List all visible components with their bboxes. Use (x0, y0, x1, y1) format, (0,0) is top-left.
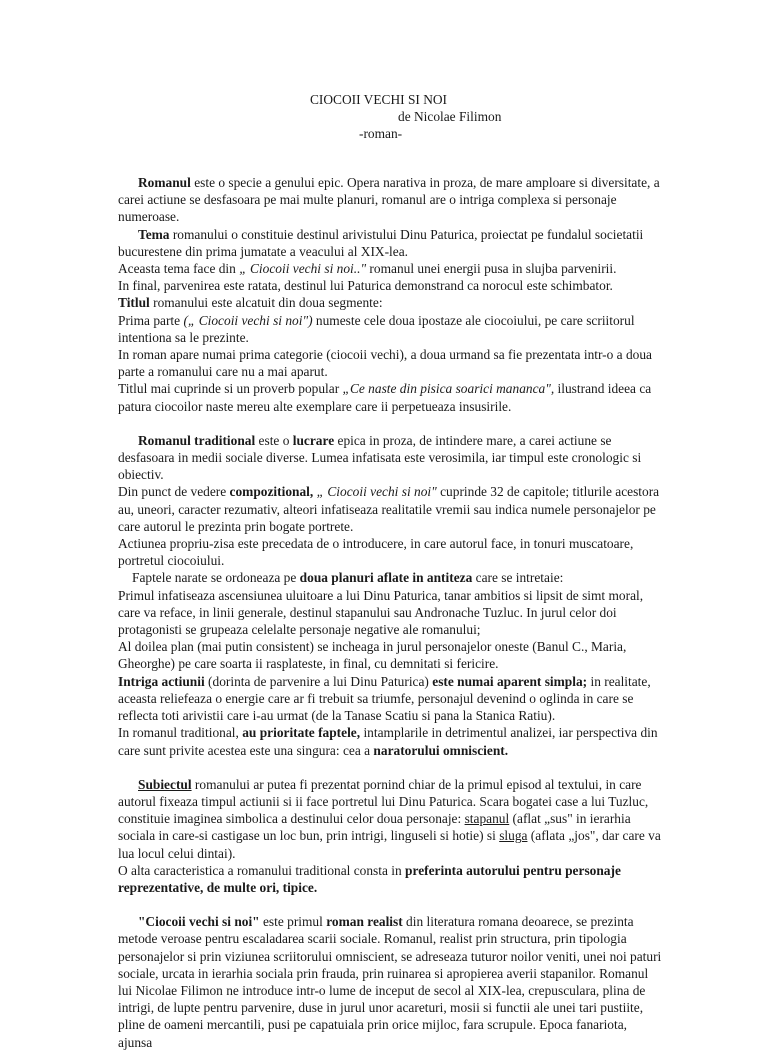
text-run: romanului este alcatuit din doua segmente: (149, 295, 383, 311)
bold-text: este numai aparent simpla; (432, 673, 588, 689)
bold-text: "Ciocoii vechi si noi" (138, 914, 260, 930)
bold-text: Tema (138, 226, 170, 242)
text-run: este o (255, 432, 293, 448)
paragraph (118, 346, 663, 380)
text-run: Titlul mai cuprinde si un proverb popular (118, 381, 343, 397)
document-body (118, 174, 663, 1051)
bold-text: naratorului omniscient. (373, 742, 509, 758)
text-run: Al doilea plan (mai putin consistent) se incheaga in jurul personajelor oneste (Banul C., Maria, Gheorghe) pe care soarta ii rasplateste, in final, cu demnitati si fericire. (118, 639, 627, 672)
bold-text: Romanul traditional (138, 432, 256, 448)
text-run: romanului ar putea fi prezentat pornind chiar de la primul episod al textului, in care autorul fixeaza timpul actiunii si ii face portretul lui Dinu Paturica. Scara bogatei case a lui Tuzluc, constituie imaginea simbolica a destinului celor doua personaje: (118, 776, 649, 827)
text-run: In romanul traditional, (118, 725, 243, 741)
paragraph-gap (118, 896, 663, 913)
text-run: Actiunea propriu-zisa este precedata de o introducere, in care autorul face, in tonuri muscatoare, portretul ciocoiului. (118, 536, 634, 569)
paragraph (118, 862, 663, 896)
text-run: epica in proza, de intindere mare, a carei actiune se desfasoara in medii sociale diverse. Lumea infatisata este verosimila, iar timpul este cronologic si obiectiv. (118, 432, 642, 483)
text-run: din literatura romana deoarece, se prezinta metode veroase pentru escaladarea scarii sociale. Romanul, realist prin structura, prin tipologia personajelor si prin viziunea scriitorului omniscient, se adreseaza tuturor noilor veniti, unei noi paturi sociale, urcata in ierarhia sociala prin frauda, prin ruinarea si apropierea averii stapanilor. Romanul lui Nicolae Filimon ne introduce intr-o lume de inceput de secol al XIX-lea, crepusculara, plina de intrigi, de lupte pentru parvenire, duse in jurul unor acareturi, mosii si functii ale unei tari pustiite, pline de oameni mercantili, pusi pe capatuiala prin orice mijloc, fara scrupule. Epoca fanariota, ajunsa (118, 914, 662, 1050)
italic-text: „Ce naste din pisica soarici mananca", (342, 381, 555, 397)
paragraph (118, 776, 663, 862)
bold-text: preferinta autorului pentru personaje reprezentative, de multe ori, tipice. (118, 862, 621, 895)
paragraph (118, 174, 663, 226)
text-run: stapanul (464, 811, 510, 827)
bold-text: compozitional, (229, 484, 314, 500)
paragraph (118, 569, 663, 586)
text-run: care se intretaie: (472, 570, 564, 586)
paragraph (118, 226, 663, 260)
text-run: intamplarile in detrimentul analizei, iar perspectiva din care sunt privite acestea este una singura: cea a (118, 725, 658, 758)
text-run: (aflat „sus" in ierarhia sociala in care-si castigase un loc bun, prin intrigi, linguseli si hotie) si (118, 811, 631, 844)
text-run: (aflata „jos", dar care va lua locul celui dintai). (118, 828, 661, 861)
text-run: In final, parvenirea este ratata, destinul lui Paturica demonstrand ca norocul este schimbator. (118, 278, 613, 294)
text-run: Aceasta tema face din (118, 261, 240, 277)
text-run: sluga (499, 828, 528, 844)
paragraph (118, 673, 663, 725)
text-run: in realitate, aceasta reliefeaza o energie care ar fi trebuit sa triumfe, personajul devenind o oglinda in care se reflecta toti arivistii care i-au urmat (de la Tanase Scatiu si pana la Stanica Ratiu). (118, 673, 651, 724)
text-run: Faptele narate se ordoneaza pe (132, 570, 300, 586)
paragraph (118, 587, 663, 639)
document-title: CIOCOII VECHI SI NOI (310, 92, 447, 107)
text-run: Prima parte (118, 312, 184, 328)
text-run: romanului o constituie destinul arivistului Dinu Paturica, proiectat pe fundalul societatii bucurestene din prima jumatate a veacului al XIX-lea. (118, 226, 644, 259)
bold-text: Titlul (118, 295, 150, 311)
text-run: Primul infatiseaza ascensiunea uluitoare a lui Dinu Paturica, tanar ambitios si lipsit de simt moral, care va reface, in linii generale, destinul stapanului sau Andronache Tuzluc. In jurul celor doi protagonisti se grupeaza celelalte personaje negative ale romanului; (118, 587, 644, 638)
text-run: romanul unei energii pusa in slujba parvenirii. (366, 261, 617, 277)
text-run: (dorinta de parvenire a lui Dinu Paturica) (204, 673, 433, 689)
paragraph (118, 724, 663, 758)
genre-line: -roman- (359, 126, 403, 141)
paragraph (118, 432, 663, 484)
bold-text: lucrare (292, 432, 335, 448)
bold-text: au prioritate faptele, (242, 725, 361, 741)
paragraph (118, 913, 663, 1051)
text-run: este o specie a genului epic. Opera narativa in proza, de mare amploare si diversitate, a carei actiune se desfasoara pe mai multe planuri, romanul are o intriga complexa si personaje numeroase. (118, 175, 660, 225)
italic-text: („ Ciocoii vechi si noi") (183, 312, 313, 328)
paragraph (118, 294, 663, 311)
paragraph (118, 483, 663, 535)
paragraph (118, 312, 663, 346)
text-run: cuprinde 32 de capitole; titlurile acestora au, uneori, caracter rezumativ, alteori infatiseaza realitatile vremii sau indica numele personajelor pe care autorul le prezinta prin bogate portrete. (118, 484, 660, 534)
text-run: O alta caracteristica a romanului traditional consta in (118, 862, 406, 878)
bold-text: Romanul (138, 175, 191, 190)
paragraph (118, 277, 663, 294)
text-run: In roman apare numai prima categorie (ciocoii vechi), a doua urmand sa fie prezentata intr-o a doua parte a romanului care nu a mai aparut. (118, 347, 652, 380)
italic-text: „ Ciocoii vechi si noi" (313, 484, 437, 500)
author-line: de Nicolae Filimon (398, 109, 502, 124)
paragraph (118, 638, 663, 672)
bold-text: Intriga actiunii (118, 673, 205, 689)
paragraph (118, 260, 663, 277)
paragraph (118, 535, 663, 569)
bold-text: doua planuri aflate in antiteza (299, 570, 473, 586)
bold-text: roman realist (326, 914, 403, 930)
text-run: Din punct de vedere (118, 484, 230, 500)
italic-text: „ Ciocoii vechi si noi.." (239, 261, 367, 277)
text-run: este primul (259, 914, 327, 930)
paragraph (118, 380, 663, 414)
text-run: ilustrand ideea ca patura ciocoilor naste mereu alte exemplare care ii perpetueaza insusirile. (118, 381, 652, 414)
paragraph-gap (118, 759, 663, 776)
paragraph-gap (118, 415, 663, 432)
bold-text: Subiectul (138, 776, 192, 792)
text-run: numeste cele doua ipostaze ale ciocoiului, pe care scriitorul intentiona sa le prezinte. (118, 312, 635, 345)
